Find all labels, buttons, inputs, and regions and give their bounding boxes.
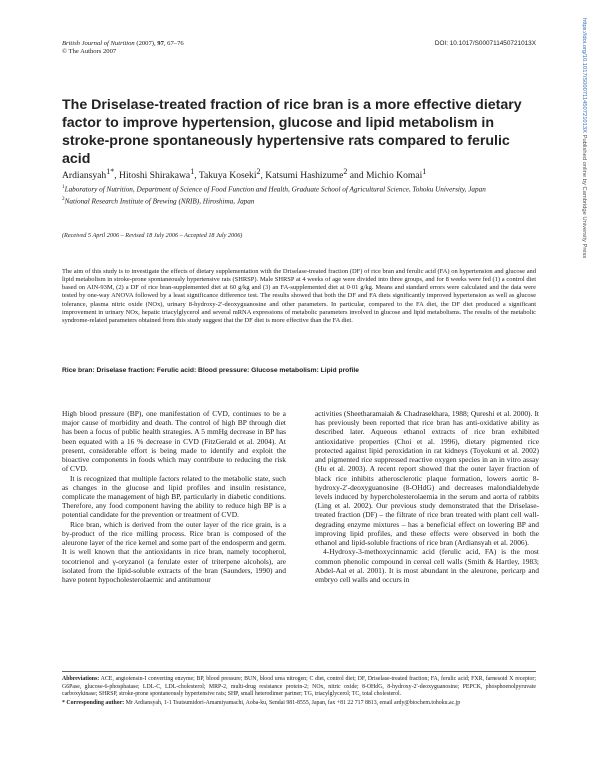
- journal-citation: [62, 40, 184, 56]
- footnotes: [62, 676, 536, 708]
- author-name: Katsumi Hashizume: [265, 170, 344, 182]
- body-paragraph: Rice bran, which is derived from the outer layer of the rice grain, is a by-product of the rice milling process. Rice bran is composed of the aleurone layer of the rice kernel and some part of the endosperm and germ. It is well known that the antioxidants in rice bran, namely tocopherol, tocotrienol and γ-oryzanol (a ferulate ester of triterpene alcohols), are isolated from the lipid-soluble extracts of the bran (Saunders, 1990) and have potent hypocholesterolaemic and antitumour: [62, 519, 286, 584]
- author-sup: 2: [256, 167, 261, 176]
- abbreviations-text: ACE, angiotensin-I converting enzyme; BP, blood pressure; BUN, blood urea nitrogen; C diet, control diet; DF, Driselase-treated fraction; FA, ferulic acid; FXR, farnesoid X receptor; G6Pase, glucose-6-phosphatase; LDL-C, LDL-cholesterol; MRP-2, multi-drug resistance protein-2; NOx, nitric oxide; 8-OHdG, 8-hydroxy-2′-deoxyguanosine; PEPCK, phosphoenolpyruvate carboxykinase; SHRSP, stroke-prone spontaneously hypertensive rats; SHP, small heterodimer partner; TG, triacylglycerol; TC, total cholesterol.: [62, 676, 536, 698]
- body-paragraph: High blood pressure (BP), one manifestation of CVD, continues to be a major cause of morbidity and death. The control of high BP through diet has been a focus of public health strategies. A 5 mmHg decrease in BP has been equated with a 16 % decrease in CVD (FitzGerald et al. 2004). At present, considerable effort is being made to identify and exploit the bioactive components in foods which may contribute to reducing the risk of CVD.: [62, 409, 286, 474]
- body-paragraph: 4-Hydroxy-3-methoxycinnamic acid (ferulic acid, FA) is the most common phenolic compound in cereal cell walls (Smith & Hartley, 1983; Abdel-Aal et al. 2001). It is most abundant in the aleurone, pericarp and embryo cell walls and occurs in: [315, 547, 539, 584]
- affiliation-2: [62, 195, 536, 207]
- body-paragraph: activities (Sheetharamaiah & Chadrasekhara, 1988; Qureshi et al. 2000). It has previously been reported that rice bran has anti-oxidative ability as described later. Aqueous ethanol extracts of rice bran exhibited antioxidative properties (Choi et al. 1996), dietary pigmented rice protected against lipid peroxidation in rat kidneys (Toyokuni et al. 2002) and pigmented rice suppressed reactive oxygen species in an in vitro assay (Hu et al. 2003). A recent report showed that the outer layer fraction of black rice inhibits atherosclerotic plaque formation, lowers aortic 8-hydroxy-2′-deoxyguanosine (8-OHdG) and decreases malondialdehyde levels induced by hypercholesterolaemia in the serum and aorta of rabbits (Ling et al. 2002). Our previous study demonstrated that the Driselase-treated fraction (DF) – the filtrate of rice bran treated with plant cell wall-degrading enzyme mixtures – has a beneficial effect on lowering BP and improving lipid profiles, and these effects were observed in both the ethanol and lipid-soluble fractions of rice bran (Ardiansyah et al. 2006).: [315, 409, 539, 548]
- article-title: The Driselase-treated fraction of rice bran is a more effective dietary factor to improve hypertension, glucose and lipid metabolism in stroke-prone spontaneously hypertensive rats compared to ferulic acid: [62, 97, 522, 167]
- body-column-left: [62, 409, 286, 584]
- author-sup: 1*: [106, 167, 115, 176]
- side-published-text: Published online by Cambridge University Press: [581, 132, 587, 259]
- author-sup: 1: [422, 167, 427, 176]
- doi-label: DOI: 10.1017/S000711450721013X: [434, 40, 536, 47]
- author-name: Hitoshi Shirakawa: [119, 170, 191, 182]
- affiliation-1: [62, 183, 536, 195]
- footnote-divider: [62, 671, 536, 672]
- author-sup: 1: [190, 167, 195, 176]
- journal-year: (2007),: [136, 40, 158, 47]
- abbreviations-footnote: [62, 676, 536, 699]
- copyright-line: © The Authors 2007: [62, 48, 117, 55]
- keywords: Rice bran: Driselase fraction: Ferulic acid: Blood pressure: Glucose metabolism: Lipid profile: [62, 367, 359, 374]
- body-paragraph: It is recognized that multiple factors related to the metabolic state, such as changes in the glucose and lipid profiles and insulin resistance, complicate the management of high BP, particularly in diabetic conditions. Therefore, any food component having the ability to reduce high BP is a potential candidate for the prevention or treatment of CVD.: [62, 473, 286, 520]
- author-list: Ardiansyah$^{1*}$, Hitoshi Shirakawa$^1$, Takuya Koseki$^2$, Katsumi Hashizume$^2$ and Michio Komai$^1$: [62, 167, 427, 182]
- journal-pages: , 67–76: [163, 40, 184, 47]
- journal-name: British Journal of Nutrition: [62, 40, 135, 47]
- side-publication-note: [577, 18, 587, 308]
- abstract: The aim of this study is to investigate the effects of dietary supplementation with the Driselase-treated fraction (DF) of rice bran and ferulic acid (FA) on hypertension and glucose and lipid metabolism in stroke-prone spontaneously hypertensive rats (SHRSP). Male SHRSP at 4 weeks of age were divided into three groups, and for 8 weeks were fed (1) a control diet based on AIN-93M, (2) a DF of rice bran-supplemented diet at 60 g/kg and (3) an FA-supplemented diet at 0·01 g/kg. Means and standard errors were calculated and the data were tested by one-way ANOVA followed by a least significance difference test. The results showed that both the DF and FA diets significantly improved hypertension as well as glucose tolerance, plasma nitric oxide (NOx), urinary 8-hydroxy-2′-deoxyguanosine and other parameters. In particular, compared to the FA diet, the DF diet produced a significant improvement in urinary NOx, hepatic triacylglycerol and several mRNA expressions of metabolic parameters involved in glucose and lipid metabolisms. The results of the metabolic syndrome-related parameters obtained from this study suggest that the DF diet is more effective than the FA diet.: [62, 268, 536, 324]
- affiliations: [62, 183, 536, 207]
- corresponding-footnote: [62, 700, 536, 708]
- author-name: Ardiansyah: [62, 170, 107, 182]
- corresponding-text: Mr Ardiansyah, 1-1 Tsutsumidori-Amamiyamachi, Aoba-ku, Sendai 981-8555, Japan, fax +81 22 717 8813, email ardy@biochem.tohoku.ac.jp: [124, 699, 461, 706]
- affiliation-text: National Research Institute of Brewing (NRIB), Hiroshima, Japan: [64, 197, 255, 206]
- affiliation-sup: 1: [62, 184, 65, 190]
- author-name: Michio Komai: [366, 170, 423, 182]
- received-dates: (Received 5 April 2006 – Revised 18 July 2006 – Accepted 18 July 2006): [62, 232, 243, 239]
- author-name: Takuya Koseki: [198, 170, 257, 182]
- affiliation-sup: 2: [62, 195, 65, 202]
- author-sup: 2: [343, 167, 348, 176]
- side-doi-link[interactable]: https://doi.org/10.1017/S000711450721013X: [581, 18, 587, 133]
- body-column-right: [315, 409, 539, 584]
- corresponding-label: * Corresponding author:: [62, 699, 125, 706]
- journal-volume: 97: [157, 40, 164, 47]
- affiliation-text: Laboratory of Nutrition, Department of Science of Food Function and Health, Graduate School of Agricultural Science, Tohoku University, Japan: [64, 185, 486, 194]
- abbreviations-label: Abbreviations:: [62, 676, 100, 682]
